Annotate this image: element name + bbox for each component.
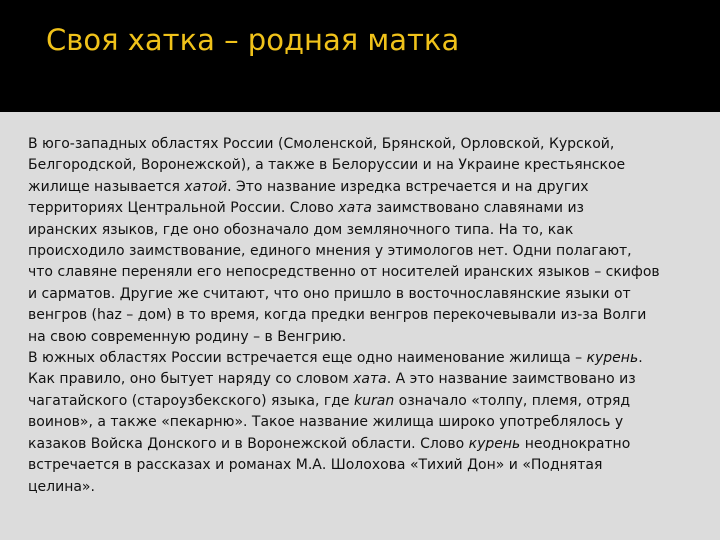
text-line [28, 369, 704, 390]
italic-term: kuran [354, 392, 395, 409]
text-run: что славяне переняли его непосредственно от носителей иранских языков – скифов [28, 264, 660, 281]
text-run: чагатайского (староузбекского) языка, где [28, 392, 354, 409]
italic-term: курень [586, 350, 639, 367]
text-line [28, 327, 704, 348]
text-line [28, 134, 704, 155]
text-run: Как правило, оно бытует наряду со словом [28, 371, 354, 388]
text-line [28, 177, 704, 198]
text-line [28, 477, 704, 498]
text-line [28, 455, 704, 476]
text-run: В южных областях России встречается еще одно наименование жилища – [28, 350, 587, 367]
text-run: казаков Войска Донского и в Воронежской области. Слово [28, 435, 469, 452]
text-line [28, 155, 704, 176]
text-line [28, 284, 704, 305]
text-run: жилище называется [28, 178, 185, 195]
text-run: воинов», а также «пекарню». Такое название жилища широко употреблялось у [28, 414, 624, 431]
paragraph-1 [28, 134, 704, 348]
text-line [28, 391, 704, 412]
text-run: неоднократно [520, 435, 631, 452]
title-band [0, 0, 720, 112]
text-run: территориях Центральной России. Слово [28, 200, 339, 217]
content-panel [0, 112, 720, 540]
text-line [28, 241, 704, 262]
italic-term: хата [353, 371, 387, 388]
paragraph-2 [28, 348, 704, 498]
text-run: венгров (haz – дом) в то время, когда предки венгров перекочевывали из-за Волги [28, 307, 647, 324]
body-text [28, 134, 704, 498]
text-line [28, 348, 704, 369]
text-run: на свою современную родину – в Венгрию. [28, 328, 347, 345]
text-line [28, 434, 704, 455]
text-run: и сарматов. Другие же считают, что оно пришло в восточнославянские языки от [28, 285, 631, 302]
text-run: означало «толпу, племя, отряд [394, 392, 631, 409]
italic-term: хата [338, 200, 372, 217]
text-run: происходило заимствование, единого мнения у этимологов нет. Одни полагают, [28, 243, 632, 260]
text-run: заимствовано славянами из [371, 200, 584, 217]
text-run: Белгородской, Воронежской), а также в Белоруссии и на Украине крестьянское [28, 157, 626, 174]
text-run: целина». [28, 478, 95, 495]
text-line [28, 198, 704, 219]
text-line [28, 412, 704, 433]
text-line [28, 220, 704, 241]
text-line [28, 262, 704, 283]
text-run: . А это название заимствовано из [386, 371, 636, 388]
italic-term: курень [468, 435, 521, 452]
text-run: . [638, 350, 643, 367]
text-run: иранских языков, где оно обозначало дом земляночного типа. На то, как [28, 221, 574, 238]
text-run: В юго-западных областях России (Смоленской, Брянской, Орловской, Курской, [28, 136, 615, 152]
text-line [28, 305, 704, 326]
italic-term: хатой [184, 178, 228, 195]
text-run: встречается в рассказах и романах М.А. Шолохова «Тихий Дон» и «Поднятая [28, 457, 603, 474]
slide-title: Своя хатка – родная матка [46, 23, 460, 57]
text-run: . Это название изредка встречается и на других [227, 178, 589, 195]
